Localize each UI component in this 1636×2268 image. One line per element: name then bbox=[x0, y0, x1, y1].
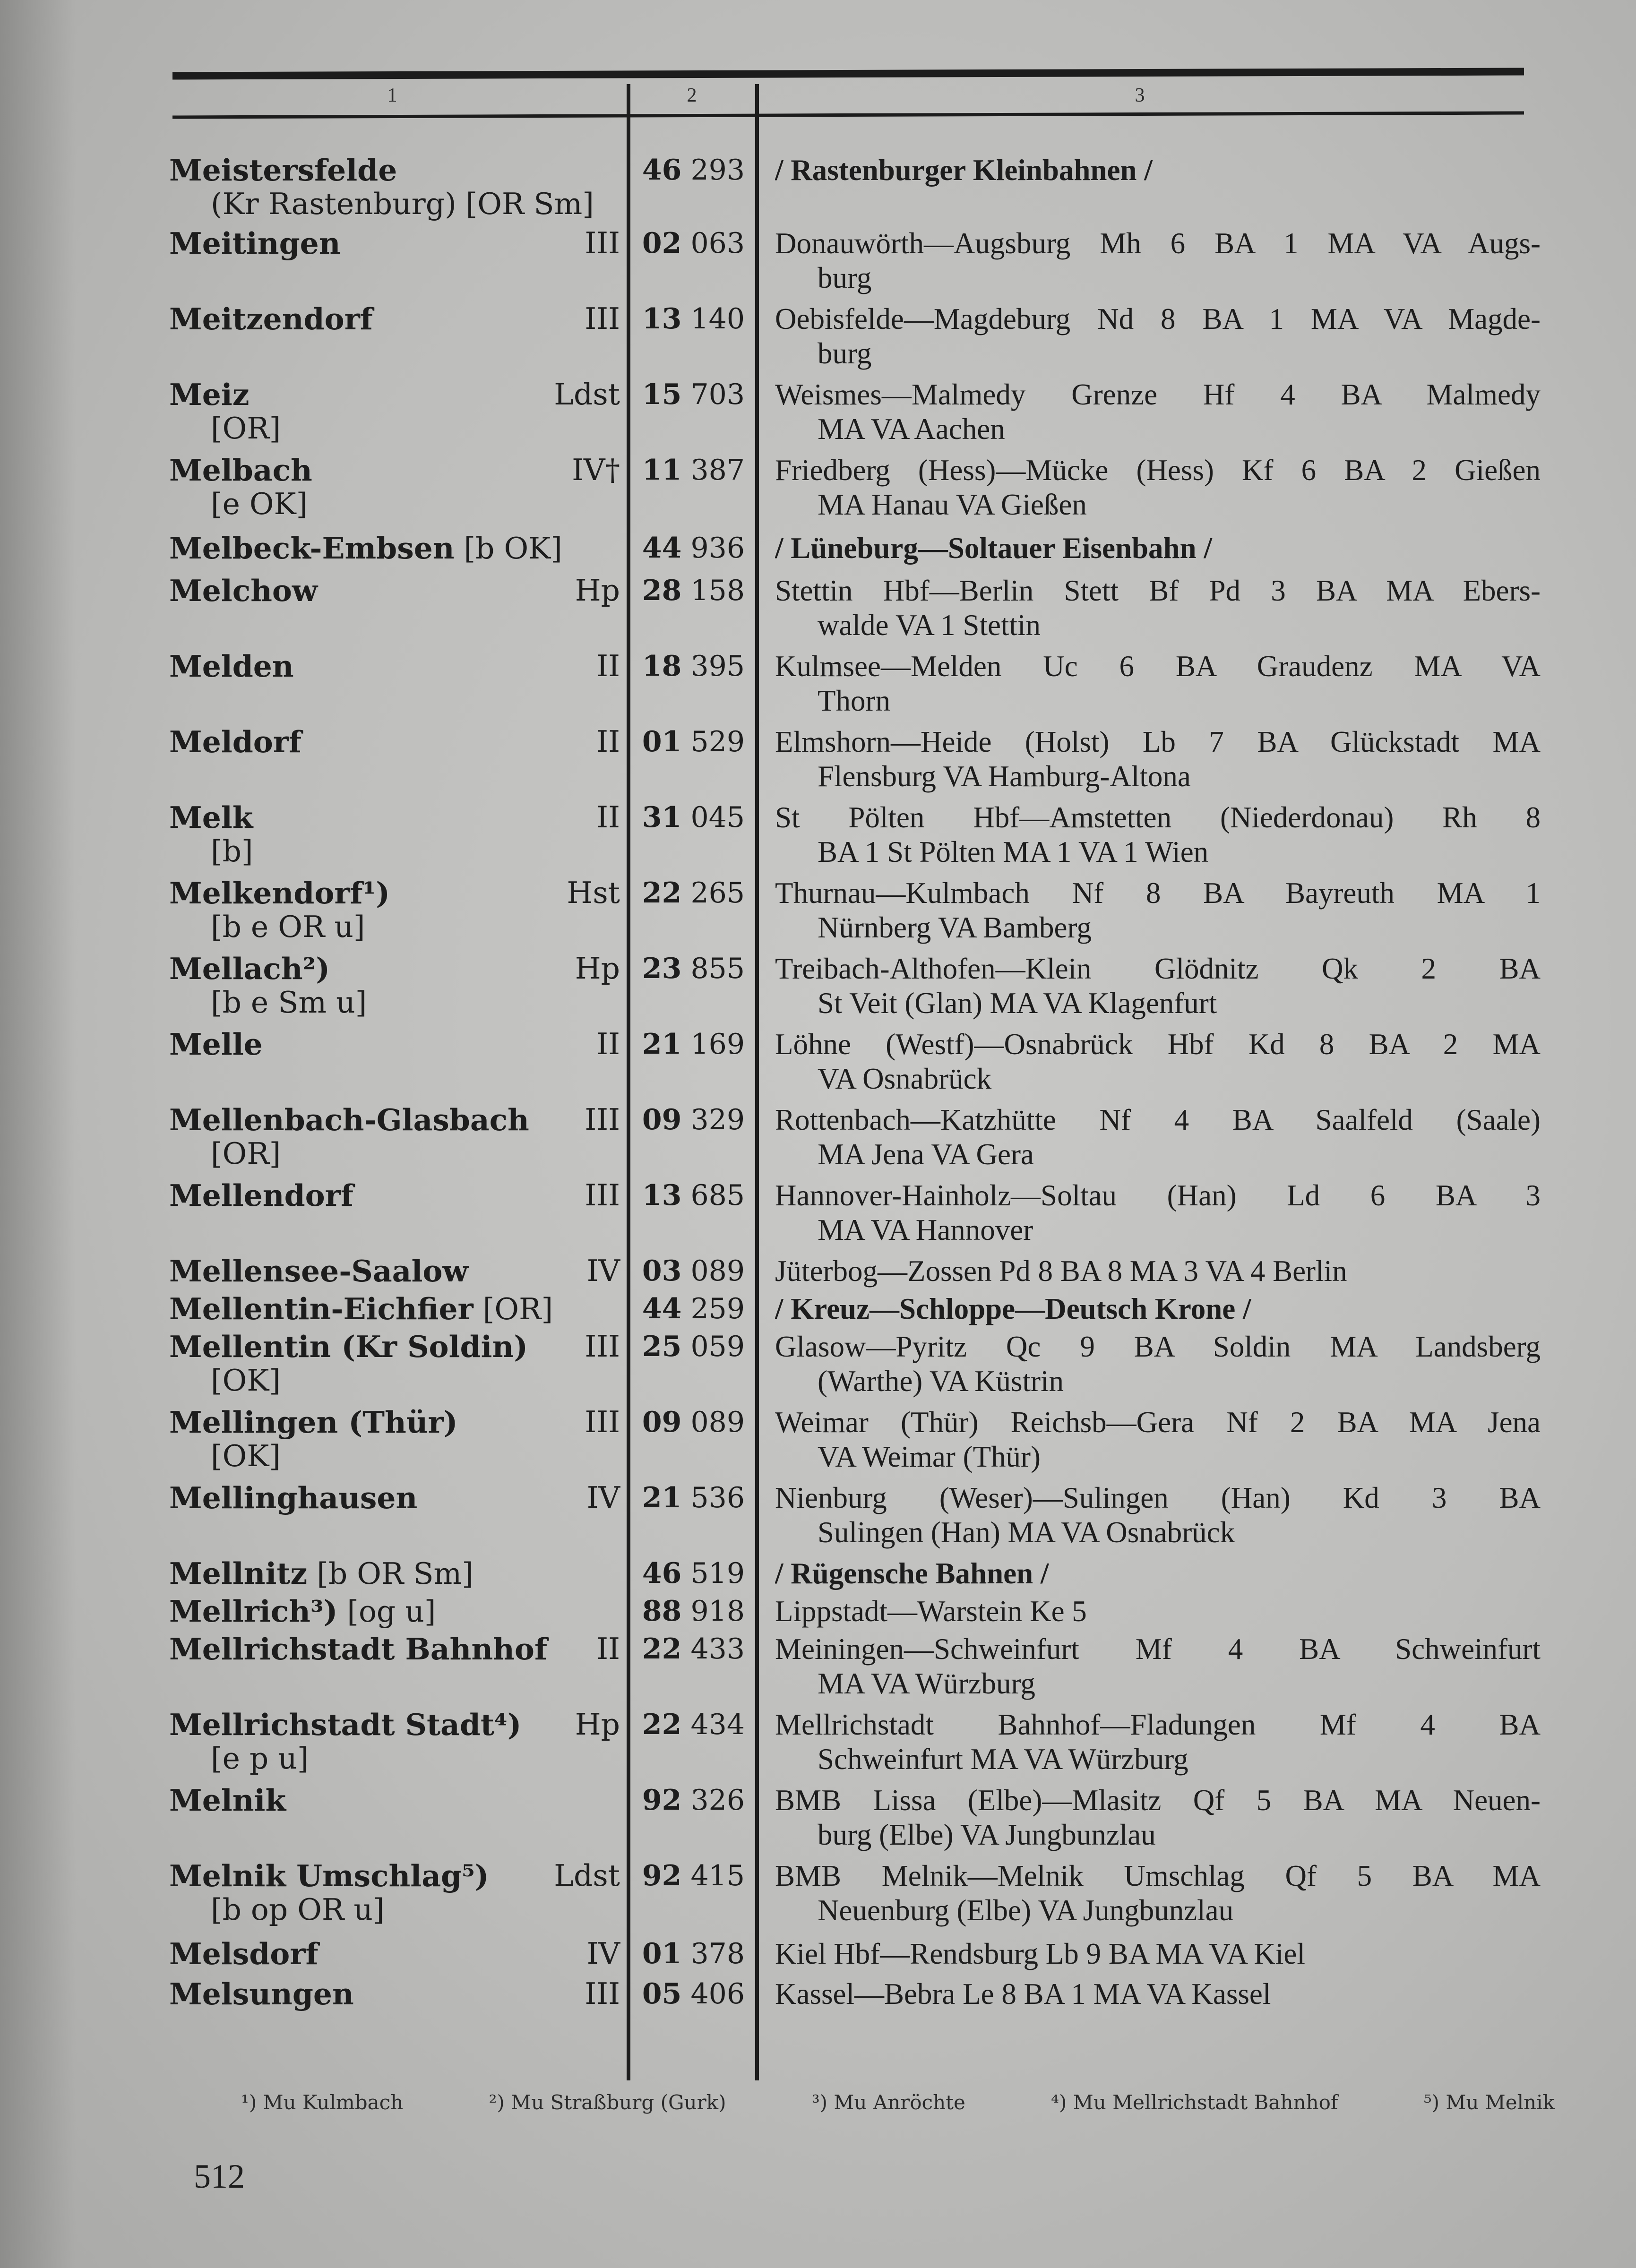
station-number-suffix: 703 bbox=[690, 378, 745, 411]
route-line-2: Neuenburg (Elbe) VA Jungbunzlau bbox=[818, 1894, 1234, 1927]
station-name bbox=[169, 1555, 474, 1593]
station-name bbox=[169, 723, 301, 761]
route-description bbox=[775, 574, 1541, 643]
station-name bbox=[169, 1706, 521, 1744]
station-name-text: Mellentin-Eichfier bbox=[169, 1291, 474, 1326]
station-number-suffix: 387 bbox=[690, 454, 745, 487]
route-description bbox=[775, 1481, 1541, 1550]
station-class: IV bbox=[586, 1254, 620, 1288]
route-line-1: St Pölten Hbf—Amstetten (Niederdonau) Rh 8 bbox=[775, 801, 1541, 834]
route-description bbox=[775, 1783, 1541, 1852]
column-divider-1 bbox=[627, 84, 630, 2080]
station-name-continuation: [e OK] bbox=[211, 487, 308, 521]
station-name bbox=[169, 1781, 286, 1820]
station-name bbox=[169, 950, 330, 988]
station-number bbox=[633, 451, 745, 489]
station-name-continuation: [b op OR u] bbox=[211, 1892, 385, 1927]
column-header-1: 1 bbox=[387, 85, 397, 106]
station-number bbox=[633, 1935, 745, 1973]
route-description bbox=[775, 1708, 1541, 1777]
route-line-2: Nürnberg VA Bamberg bbox=[818, 911, 1092, 944]
route-description bbox=[775, 1632, 1541, 1701]
route-line-1: BMB Lissa (Elbe)—Mlasitz Qf 5 BA MA Neuen- bbox=[775, 1784, 1541, 1817]
route-line-2: burg bbox=[818, 337, 872, 370]
station-number-prefix: 31 bbox=[642, 801, 682, 834]
route-line-1: Weimar (Thür) Reichsb—Gera Nf 2 BA MA Jena bbox=[775, 1406, 1541, 1439]
station-name-continuation: [b] bbox=[211, 834, 253, 868]
station-name-text: Melbeck-Embsen bbox=[169, 531, 455, 566]
route-line-1: Weismes—Malmedy Grenze Hf 4 BA Malmedy bbox=[775, 378, 1541, 411]
station-number bbox=[633, 529, 745, 567]
station-name bbox=[169, 224, 341, 263]
station-class: II bbox=[596, 724, 620, 759]
header-bottom-rule bbox=[172, 112, 1524, 119]
station-name bbox=[169, 529, 562, 567]
station-codes: [og u] bbox=[337, 1594, 436, 1629]
station-number-suffix: 059 bbox=[690, 1330, 745, 1363]
station-class: Hp bbox=[575, 951, 620, 986]
header-top-rule bbox=[172, 68, 1524, 80]
route-line-2: burg (Elbe) VA Jungbunzlau bbox=[818, 1818, 1156, 1851]
route-line-1: Friedberg (Hess)—Mücke (Hess) Kf 6 BA 2 Gießen bbox=[775, 454, 1541, 487]
route-description bbox=[775, 1027, 1541, 1096]
station-number-suffix: 089 bbox=[690, 1406, 745, 1439]
route-description bbox=[775, 876, 1541, 945]
route-line-1: Glasow—Pyritz Qc 9 BA Soldin MA Landsberg bbox=[775, 1330, 1541, 1363]
station-name-text: Meistersfelde bbox=[169, 153, 397, 188]
station-codes: [b OK] bbox=[454, 531, 562, 566]
route-line-2: Thorn bbox=[818, 684, 890, 717]
station-number-suffix: 293 bbox=[690, 154, 745, 187]
route-line-1: Nienburg (Weser)—Sulingen (Han) Kd 3 BA bbox=[775, 1481, 1541, 1514]
station-number bbox=[633, 1403, 745, 1441]
route-line-1: Hannover-Hainholz—Soltau (Han) Ld 6 BA 3 bbox=[775, 1179, 1541, 1212]
station-codes: [b OR Sm] bbox=[307, 1556, 474, 1591]
station-number-suffix: 063 bbox=[690, 227, 745, 260]
station-name-text: Mellentin (Kr Soldin) bbox=[169, 1329, 528, 1364]
route-description bbox=[775, 1937, 1541, 1971]
route-line-2: burg bbox=[818, 261, 872, 294]
station-name-text: Meldorf bbox=[169, 724, 302, 759]
route-line-1: Löhne (Westf)—Osnabrück Hbf Kd 8 BA 2 MA bbox=[775, 1028, 1541, 1061]
station-number-suffix: 169 bbox=[690, 1028, 745, 1061]
station-name bbox=[169, 1177, 353, 1215]
station-number-suffix: 140 bbox=[690, 302, 745, 335]
station-name-text: Mellensee-Saalow bbox=[169, 1254, 468, 1289]
footnote-4: ⁴) Mu Mellrichstadt Bahnhof bbox=[1051, 2091, 1338, 2114]
station-number-prefix: 22 bbox=[642, 1632, 682, 1666]
route-line-2: VA Weimar (Thür) bbox=[818, 1440, 1041, 1473]
route-line-1: / Rastenburger Kleinbahnen / bbox=[775, 154, 1153, 187]
station-number bbox=[633, 723, 745, 761]
station-number bbox=[633, 874, 745, 912]
route-line-2: (Warthe) VA Küstrin bbox=[818, 1365, 1064, 1398]
route-line-1: Kulmsee—Melden Uc 6 BA Graudenz MA VA bbox=[775, 650, 1541, 683]
station-name bbox=[169, 1290, 553, 1328]
route-line-1: Kiel Hbf—Rendsburg Lb 9 BA MA VA Kiel bbox=[775, 1937, 1305, 1970]
station-name-text: Meiz bbox=[169, 377, 250, 412]
station-name-continuation: [b e Sm u] bbox=[211, 985, 367, 1020]
station-number-suffix: 855 bbox=[690, 952, 745, 985]
station-class: IV† bbox=[572, 453, 620, 487]
station-name bbox=[169, 376, 250, 414]
station-name bbox=[169, 151, 397, 189]
station-name-text: Mellingen (Thür) bbox=[169, 1405, 458, 1440]
station-name-continuation: [b e OR u] bbox=[211, 910, 365, 944]
station-number bbox=[633, 1328, 745, 1366]
station-name-continuation: (Kr Rastenburg) [OR Sm] bbox=[211, 187, 594, 221]
station-number bbox=[633, 1101, 745, 1139]
station-class: II bbox=[596, 1027, 620, 1061]
route-line-1: Lippstadt—Warstein Ke 5 bbox=[775, 1595, 1087, 1628]
station-number bbox=[633, 799, 745, 836]
station-class: Hst bbox=[567, 876, 620, 910]
route-line-1: / Kreuz—Schloppe—Deutsch Krone / bbox=[775, 1292, 1251, 1325]
route-line-2: MA Jena VA Gera bbox=[818, 1138, 1034, 1171]
station-name bbox=[169, 1252, 468, 1290]
station-number-suffix: 519 bbox=[690, 1557, 745, 1590]
station-number-suffix: 434 bbox=[690, 1708, 745, 1741]
station-number-prefix: 88 bbox=[642, 1595, 682, 1628]
station-class: III bbox=[585, 1102, 620, 1137]
station-name-text: Melnik bbox=[169, 1783, 286, 1818]
station-number-prefix: 28 bbox=[642, 574, 682, 607]
station-class: III bbox=[585, 226, 620, 260]
route-description bbox=[775, 1977, 1541, 2011]
page-edge-shadow bbox=[0, 0, 76, 2268]
route-description bbox=[775, 153, 1541, 188]
station-number-suffix: 378 bbox=[690, 1937, 745, 1970]
route-line-2: walde VA 1 Stettin bbox=[818, 609, 1041, 642]
route-line-1: Donauwörth—Augsburg Mh 6 BA 1 MA VA Augs- bbox=[775, 227, 1541, 260]
route-description bbox=[775, 1556, 1541, 1591]
station-class: Hp bbox=[575, 1707, 620, 1742]
station-name bbox=[169, 1403, 458, 1442]
station-class: III bbox=[585, 1405, 620, 1439]
route-line-2: MA VA Würzburg bbox=[818, 1667, 1035, 1700]
station-number-prefix: 15 bbox=[642, 378, 682, 411]
station-number bbox=[633, 1975, 745, 2013]
station-class: II bbox=[596, 649, 620, 683]
station-number-prefix: 44 bbox=[642, 532, 682, 565]
station-number bbox=[633, 1857, 745, 1895]
station-number-suffix: 918 bbox=[690, 1595, 745, 1628]
route-line-1: Kassel—Bebra Le 8 BA 1 MA VA Kassel bbox=[775, 1977, 1271, 2010]
station-number-prefix: 03 bbox=[642, 1254, 682, 1288]
route-description bbox=[775, 1178, 1541, 1247]
station-number-suffix: 265 bbox=[690, 876, 745, 910]
station-name bbox=[169, 300, 373, 338]
route-line-2: MA VA Aachen bbox=[818, 412, 1005, 446]
station-number bbox=[633, 1781, 745, 1819]
station-number-prefix: 25 bbox=[642, 1330, 682, 1363]
station-class: Ldst bbox=[554, 1858, 620, 1893]
station-class: III bbox=[585, 1178, 620, 1212]
route-description bbox=[775, 1330, 1541, 1399]
route-description bbox=[775, 1405, 1541, 1474]
station-name-text: Mellrich³) bbox=[169, 1594, 338, 1629]
station-number-prefix: 92 bbox=[642, 1859, 682, 1892]
station-name-text: Melbach bbox=[169, 453, 312, 488]
station-number-prefix: 21 bbox=[642, 1481, 682, 1514]
station-number bbox=[633, 647, 745, 685]
station-number-suffix: 259 bbox=[690, 1292, 745, 1325]
station-name bbox=[169, 1592, 436, 1631]
station-name-text: Melsungen bbox=[169, 1976, 354, 2011]
footnotes bbox=[241, 2091, 1555, 2114]
footnote-2: ²) Mu Straßburg (Gurk) bbox=[489, 2091, 726, 2114]
station-name bbox=[169, 1025, 263, 1064]
route-line-1: Treibach-Althofen—Klein Glödnitz Qk 2 BA bbox=[775, 952, 1541, 985]
station-number-prefix: 11 bbox=[642, 454, 682, 487]
route-description bbox=[775, 302, 1541, 371]
station-name bbox=[169, 647, 294, 686]
station-number-prefix: 05 bbox=[642, 1977, 682, 2010]
station-number-prefix: 22 bbox=[642, 876, 682, 910]
station-class: II bbox=[596, 800, 620, 834]
station-name bbox=[169, 1935, 319, 1973]
station-number-prefix: 13 bbox=[642, 302, 682, 335]
station-number bbox=[633, 224, 745, 262]
route-description bbox=[775, 1594, 1541, 1629]
station-class: II bbox=[596, 1632, 620, 1666]
station-number-prefix: 46 bbox=[642, 154, 682, 187]
station-name bbox=[169, 1479, 417, 1517]
station-number-suffix: 158 bbox=[690, 574, 745, 607]
route-line-1: Meiningen—Schweinfurt Mf 4 BA Schweinfurt bbox=[775, 1632, 1541, 1666]
station-number-suffix: 329 bbox=[690, 1103, 745, 1136]
station-number-suffix: 536 bbox=[690, 1481, 745, 1514]
column-header-2: 2 bbox=[687, 85, 697, 106]
route-line-1: Oebisfelde—Magdeburg Nd 8 BA 1 MA VA Magde- bbox=[775, 302, 1541, 335]
station-number bbox=[633, 376, 745, 413]
route-description bbox=[775, 649, 1541, 718]
station-number bbox=[633, 1555, 745, 1592]
route-line-1: BMB Melnik—Melnik Umschlag Qf 5 BA MA bbox=[775, 1859, 1541, 1892]
route-description bbox=[775, 725, 1541, 794]
station-number-prefix: 18 bbox=[642, 650, 682, 683]
station-number-suffix: 529 bbox=[690, 725, 745, 758]
route-description bbox=[775, 1254, 1541, 1289]
station-number-suffix: 395 bbox=[690, 650, 745, 683]
route-description bbox=[775, 226, 1541, 295]
station-number bbox=[633, 1290, 745, 1328]
station-number bbox=[633, 572, 745, 610]
station-name-text: Melnik Umschlag⁵) bbox=[169, 1858, 489, 1893]
route-line-2: VA Osnabrück bbox=[818, 1062, 992, 1095]
station-number bbox=[633, 950, 745, 988]
station-number-prefix: 02 bbox=[642, 227, 682, 260]
station-name-text: Mellrichstadt Bahnhof bbox=[169, 1632, 548, 1667]
station-name-text: Mellach²) bbox=[169, 951, 330, 986]
station-name bbox=[169, 572, 318, 610]
station-name-text: Melchow bbox=[169, 573, 318, 608]
station-number-suffix: 936 bbox=[690, 532, 745, 565]
station-number-prefix: 09 bbox=[642, 1103, 682, 1136]
station-number-suffix: 415 bbox=[690, 1859, 745, 1892]
station-name bbox=[169, 1630, 547, 1668]
station-number bbox=[633, 1177, 745, 1214]
station-name-text: Melk bbox=[169, 800, 253, 835]
station-number-suffix: 406 bbox=[690, 1977, 745, 2010]
column-header-3: 3 bbox=[1135, 85, 1145, 106]
route-description bbox=[775, 531, 1541, 566]
route-description bbox=[775, 378, 1541, 447]
station-name bbox=[169, 874, 390, 912]
station-number bbox=[633, 1630, 745, 1668]
route-description bbox=[775, 1859, 1541, 1928]
station-name-continuation: [OK] bbox=[211, 1439, 281, 1473]
station-number bbox=[633, 1479, 745, 1517]
station-name-text: Mellrichstadt Stadt⁴) bbox=[169, 1707, 522, 1742]
route-line-1: Thurnau—Kulmbach Nf 8 BA Bayreuth MA 1 bbox=[775, 876, 1541, 910]
station-number bbox=[633, 1706, 745, 1744]
station-name-text: Melden bbox=[169, 649, 294, 684]
route-line-1: / Lüneburg—Soltauer Eisenbahn / bbox=[775, 532, 1212, 565]
station-name bbox=[169, 1975, 354, 2013]
station-class: Hp bbox=[575, 573, 620, 608]
station-number-prefix: 01 bbox=[642, 1937, 682, 1970]
route-line-1: Elmshorn—Heide (Holst) Lb 7 BA Glückstadt MA bbox=[775, 725, 1541, 758]
footnote-3: ³) Mu Anröchte bbox=[811, 2091, 965, 2114]
station-number-suffix: 685 bbox=[690, 1179, 745, 1212]
station-number bbox=[633, 300, 745, 338]
station-number bbox=[633, 1592, 745, 1630]
station-name bbox=[169, 451, 312, 490]
station-number bbox=[633, 1025, 745, 1063]
station-number bbox=[633, 151, 745, 189]
station-class: III bbox=[585, 1976, 620, 2011]
station-number-prefix: 01 bbox=[642, 725, 682, 758]
route-line-2: MA VA Hannover bbox=[818, 1213, 1033, 1246]
route-line-1: Stettin Hbf—Berlin Stett Bf Pd 3 BA MA Ebers- bbox=[775, 574, 1541, 607]
station-name-text: Meitingen bbox=[169, 226, 341, 261]
route-description bbox=[775, 1103, 1541, 1172]
route-line-2: Sulingen (Han) MA VA Osnabrück bbox=[818, 1516, 1235, 1549]
station-number-prefix: 09 bbox=[642, 1406, 682, 1439]
station-class: Ldst bbox=[554, 377, 620, 412]
station-class: III bbox=[585, 301, 620, 336]
station-class: IV bbox=[586, 1936, 620, 1971]
station-number-prefix: 44 bbox=[642, 1292, 682, 1325]
station-name-text: Mellnitz bbox=[169, 1556, 308, 1591]
station-number-suffix: 089 bbox=[690, 1254, 745, 1288]
route-description bbox=[775, 453, 1541, 522]
station-name-text: Mellinghausen bbox=[169, 1480, 418, 1515]
route-line-1: Rottenbach—Katzhütte Nf 4 BA Saalfeld (Saale) bbox=[775, 1103, 1541, 1136]
column-divider-2 bbox=[755, 84, 759, 2080]
station-name-continuation: [e p u] bbox=[211, 1741, 309, 1776]
station-class: III bbox=[585, 1329, 620, 1364]
station-number-suffix: 433 bbox=[690, 1632, 745, 1666]
station-name-text: Mellendorf bbox=[169, 1178, 353, 1213]
route-description bbox=[775, 1292, 1541, 1326]
route-line-2: Schweinfurt MA VA Würzburg bbox=[818, 1743, 1188, 1776]
station-class: IV bbox=[586, 1480, 620, 1515]
route-description bbox=[775, 952, 1541, 1021]
station-number-prefix: 23 bbox=[642, 952, 682, 985]
footnote-1: ¹) Mu Kulmbach bbox=[241, 2091, 404, 2114]
page-number: 512 bbox=[194, 2157, 245, 2195]
station-name-text: Meitzendorf bbox=[169, 301, 373, 336]
station-name-continuation: [OK] bbox=[211, 1363, 281, 1398]
route-line-1: / Rügensche Bahnen / bbox=[775, 1557, 1049, 1590]
station-number-suffix: 045 bbox=[690, 801, 745, 834]
station-name bbox=[169, 799, 253, 837]
station-name bbox=[169, 1857, 489, 1895]
station-number-prefix: 13 bbox=[642, 1179, 682, 1212]
station-name-continuation: [OR] bbox=[211, 411, 281, 446]
station-name-text: Melkendorf¹) bbox=[169, 876, 390, 911]
route-line-2: Flensburg VA Hamburg-Altona bbox=[818, 760, 1191, 793]
station-name-text: Mellenbach-Glasbach bbox=[169, 1102, 529, 1137]
station-number-suffix: 326 bbox=[690, 1784, 745, 1817]
station-number-prefix: 22 bbox=[642, 1708, 682, 1741]
station-number-prefix: 92 bbox=[642, 1784, 682, 1817]
station-name-text: Melle bbox=[169, 1027, 263, 1062]
station-number-prefix: 46 bbox=[642, 1557, 682, 1590]
route-line-1: Jüterbog—Zossen Pd 8 BA 8 MA 3 VA 4 Berlin bbox=[775, 1254, 1347, 1288]
station-name-text: Melsdorf bbox=[169, 1936, 319, 1971]
station-name bbox=[169, 1328, 528, 1366]
station-codes: [OR] bbox=[473, 1292, 553, 1326]
route-line-2: BA 1 St Pölten MA 1 VA 1 Wien bbox=[818, 835, 1209, 868]
station-name-continuation: [OR] bbox=[211, 1136, 281, 1171]
station-name bbox=[169, 1101, 529, 1139]
station-number-prefix: 21 bbox=[642, 1028, 682, 1061]
route-line-2: St Veit (Glan) MA VA Klagenfurt bbox=[818, 987, 1217, 1020]
footnote-5: ⁵) Mu Melnik bbox=[1423, 2091, 1555, 2114]
route-line-1: Mellrichstadt Bahnhof—Fladungen Mf 4 BA bbox=[775, 1708, 1541, 1741]
route-line-2: MA Hanau VA Gießen bbox=[818, 488, 1087, 521]
station-number bbox=[633, 1252, 745, 1290]
route-description bbox=[775, 800, 1541, 869]
